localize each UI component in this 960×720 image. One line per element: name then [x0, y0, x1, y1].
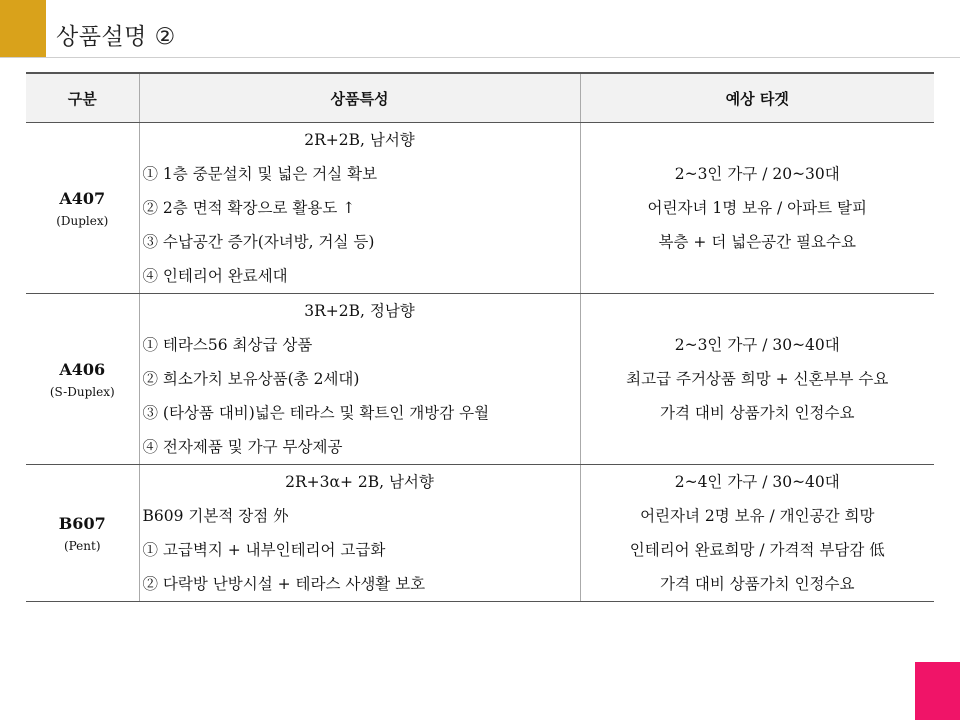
header-target: 예상 타겟	[580, 73, 934, 123]
target-item: 가격 대비 상품가치 인정수요	[660, 575, 855, 593]
feature-item: ③ (타상품 대비)넓은 테라스 및 확트인 개방감 우월	[142, 404, 490, 422]
features-cell	[139, 294, 580, 465]
type-code: A406	[59, 359, 106, 379]
target-item: 인테리어 완료희망 / 가격적 부담감 低	[629, 541, 885, 559]
type-subtitle: (Pent)	[63, 538, 101, 553]
corner-accent-block	[915, 662, 960, 720]
type-code: A407	[59, 188, 106, 208]
target-item: 가격 대비 상품가치 인정수요	[660, 404, 855, 422]
header-features: 상품특성	[139, 73, 580, 123]
feature-item: ① 1층 중문설치 및 넓은 거실 확보	[142, 165, 378, 183]
target-item: 2~3인 가구 / 20~30대	[674, 165, 840, 183]
feature-summary: 3R+2B, 정남향	[304, 302, 415, 320]
features-cell	[139, 465, 580, 602]
target-item: 어린자녀 1명 보유 / 아파트 탈피	[647, 199, 867, 217]
target-item: 2~4인 가구 / 30~40대	[674, 473, 840, 491]
target-cell	[580, 465, 934, 602]
title-accent-block	[0, 0, 46, 57]
title-divider	[0, 57, 960, 58]
page-title: 상품설명 ②	[56, 24, 176, 50]
feature-item: ② 다락방 난방시설 + 테라스 사생활 보호	[142, 575, 426, 593]
table-row	[26, 123, 934, 294]
feature-item: ② 희소가치 보유상품(총 2세대)	[142, 370, 360, 388]
product-table	[26, 72, 934, 602]
feature-item: ① 고급벽지 + 내부인테리어 고급화	[142, 541, 386, 559]
target-item: 복층 + 더 넓은공간 필요수요	[658, 233, 856, 251]
feature-item: ② 2층 면적 확장으로 활용도 ↑	[142, 199, 356, 217]
table-row	[26, 465, 934, 602]
feature-item: ③ 수납공간 증가(자녀방, 거실 등)	[142, 233, 375, 251]
feature-item: ① 테라스56 최상급 상품	[142, 336, 313, 354]
header-category: 구분	[26, 73, 139, 123]
type-cell	[26, 294, 139, 465]
feature-item: B609 기본적 장점 外	[142, 507, 289, 525]
feature-summary: 2R+3α+ 2B, 남서향	[285, 473, 434, 491]
type-subtitle: (Duplex)	[56, 213, 109, 228]
target-item: 어린자녀 2명 보유 / 개인공간 희망	[640, 507, 875, 525]
feature-item: ④ 전자제품 및 가구 무상제공	[142, 438, 343, 456]
features-cell	[139, 123, 580, 294]
type-cell	[26, 123, 139, 294]
feature-summary: 2R+2B, 남서향	[304, 131, 415, 149]
table-row	[26, 294, 934, 465]
target-item: 2~3인 가구 / 30~40대	[674, 336, 840, 354]
type-cell	[26, 465, 139, 602]
type-code: B607	[58, 513, 106, 533]
target-item: 최고급 주거상품 희망 + 신혼부부 수요	[626, 370, 889, 388]
target-cell	[580, 123, 934, 294]
table-header-row	[26, 73, 934, 123]
type-subtitle: (S-Duplex)	[49, 384, 115, 399]
target-cell	[580, 294, 934, 465]
feature-item: ④ 인테리어 완료세대	[142, 267, 288, 285]
